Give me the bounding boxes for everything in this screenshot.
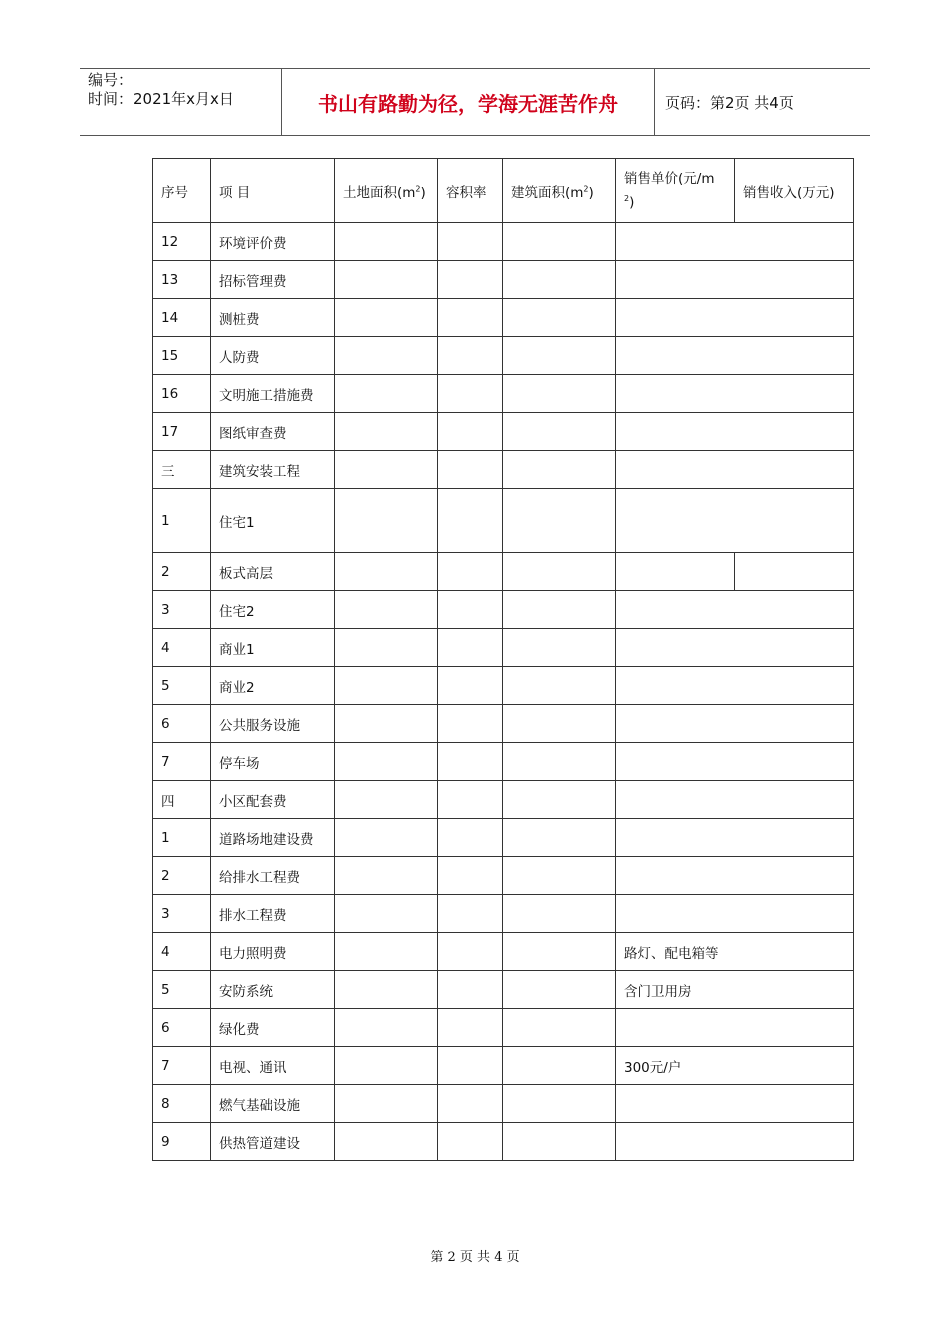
header-motto: 书山有路勤为径，学海无涯苦作舟: [282, 69, 655, 135]
row-land-area: [335, 743, 438, 781]
row-far: [438, 781, 503, 819]
row-seq: 12: [153, 223, 211, 261]
header-meta: [80, 69, 282, 135]
table-row: [153, 743, 854, 781]
row-far: [438, 629, 503, 667]
row-item: 图纸审查费: [211, 413, 335, 451]
row-seq: 6: [153, 1009, 211, 1047]
row-item: 测桩费: [211, 299, 335, 337]
row-far: [438, 223, 503, 261]
row-note: [616, 819, 854, 857]
header-item: 项 目: [211, 159, 335, 223]
table-row: [153, 1047, 854, 1085]
row-seq: 1: [153, 819, 211, 857]
row-far: [438, 1085, 503, 1123]
row-item: 商业1: [211, 629, 335, 667]
row-item: 环境评价费: [211, 223, 335, 261]
row-note: [616, 451, 854, 489]
row-build-area: [503, 667, 616, 705]
row-seq: 4: [153, 933, 211, 971]
row-build-area: [503, 819, 616, 857]
row-far: [438, 489, 503, 553]
row-build-area: [503, 451, 616, 489]
row-land-area: [335, 489, 438, 553]
row-item: 商业2: [211, 667, 335, 705]
row-far: [438, 1047, 503, 1085]
row-note: [616, 629, 854, 667]
row-land-area: [335, 553, 438, 591]
row-build-area: [503, 857, 616, 895]
row-land-area: [335, 857, 438, 895]
row-note: [616, 413, 854, 451]
row-note: 300元/户: [616, 1047, 854, 1085]
table-row: [153, 451, 854, 489]
table-row: [153, 299, 854, 337]
row-build-area: [503, 413, 616, 451]
row-note: [616, 857, 854, 895]
row-item: 人防费: [211, 337, 335, 375]
row-item: 排水工程费: [211, 895, 335, 933]
row-note: [616, 337, 854, 375]
row-seq: 15: [153, 337, 211, 375]
row-item: 绿化费: [211, 1009, 335, 1047]
header-revenue: 销售收入(万元): [735, 159, 854, 223]
table-row: [153, 781, 854, 819]
row-land-area: [335, 413, 438, 451]
row-note: [616, 743, 854, 781]
row-unit-price: [616, 553, 735, 591]
row-seq: 5: [153, 667, 211, 705]
row-seq: 9: [153, 1123, 211, 1161]
row-note: [616, 781, 854, 819]
row-item: 建筑安装工程: [211, 451, 335, 489]
row-note: [616, 591, 854, 629]
header-unit-price: 销售单价(元/m $^2$): [616, 159, 735, 223]
row-build-area: [503, 1047, 616, 1085]
row-note: [616, 261, 854, 299]
table-row: [153, 591, 854, 629]
row-far: [438, 705, 503, 743]
row-far: [438, 299, 503, 337]
header-build-area: 建筑面积$(m^2)$: [503, 159, 616, 223]
row-seq: 6: [153, 705, 211, 743]
row-land-area: [335, 375, 438, 413]
row-note: [616, 375, 854, 413]
row-item: 电力照明费: [211, 933, 335, 971]
row-land-area: [335, 223, 438, 261]
row-far: [438, 337, 503, 375]
row-build-area: [503, 261, 616, 299]
row-seq: 5: [153, 971, 211, 1009]
row-note: [616, 895, 854, 933]
table-row: [153, 933, 854, 971]
header-far: 容积率: [438, 159, 503, 223]
row-note: [616, 223, 854, 261]
row-item: 停车场: [211, 743, 335, 781]
row-far: [438, 413, 503, 451]
row-land-area: [335, 1009, 438, 1047]
row-build-area: [503, 743, 616, 781]
row-land-area: [335, 337, 438, 375]
table-row: [153, 819, 854, 857]
row-build-area: [503, 489, 616, 553]
row-far: [438, 743, 503, 781]
table-row: [153, 1009, 854, 1047]
row-build-area: [503, 705, 616, 743]
row-far: [438, 933, 503, 971]
row-far: [438, 591, 503, 629]
row-build-area: [503, 591, 616, 629]
row-item: 给排水工程费: [211, 857, 335, 895]
row-item: 文明施工措施费: [211, 375, 335, 413]
row-note: [616, 1085, 854, 1123]
row-land-area: [335, 781, 438, 819]
row-land-area: [335, 1123, 438, 1161]
row-seq: 四: [153, 781, 211, 819]
row-land-area: [335, 261, 438, 299]
page-header: [80, 68, 870, 136]
doc-number-label: 编号：: [88, 71, 134, 89]
table-row: [153, 553, 854, 591]
row-far: [438, 667, 503, 705]
table-row: [153, 705, 854, 743]
row-far: [438, 857, 503, 895]
table-row: [153, 1123, 854, 1161]
row-seq: 3: [153, 895, 211, 933]
row-seq: 4: [153, 629, 211, 667]
row-land-area: [335, 629, 438, 667]
cost-table: [152, 158, 854, 1161]
row-land-area: [335, 971, 438, 1009]
row-build-area: [503, 1085, 616, 1123]
row-note: [616, 705, 854, 743]
row-land-area: [335, 705, 438, 743]
row-build-area: [503, 223, 616, 261]
row-seq: 13: [153, 261, 211, 299]
table-row: [153, 261, 854, 299]
row-build-area: [503, 629, 616, 667]
row-build-area: [503, 375, 616, 413]
row-item: 板式高层: [211, 553, 335, 591]
table-row: [153, 223, 854, 261]
header-land-area: 土地面积$(m^2)$: [335, 159, 438, 223]
table-row: [153, 413, 854, 451]
doc-time-label: 时间：2021年x月x日: [88, 90, 234, 108]
row-seq: 2: [153, 857, 211, 895]
row-build-area: [503, 933, 616, 971]
row-note: [616, 1009, 854, 1047]
table-row: [153, 337, 854, 375]
row-note: [616, 299, 854, 337]
table-row: [153, 489, 854, 553]
row-seq: 8: [153, 1085, 211, 1123]
row-note: [616, 667, 854, 705]
table-row: [153, 667, 854, 705]
row-item: 住宅2: [211, 591, 335, 629]
row-land-area: [335, 299, 438, 337]
row-build-area: [503, 553, 616, 591]
row-land-area: [335, 667, 438, 705]
row-far: [438, 1009, 503, 1047]
row-far: [438, 375, 503, 413]
page-footer: 第 2 页 共 4 页: [430, 1250, 520, 1265]
row-land-area: [335, 591, 438, 629]
row-item: 住宅1: [211, 489, 335, 553]
table-row: [153, 971, 854, 1009]
row-far: [438, 971, 503, 1009]
row-item: 道路场地建设费: [211, 819, 335, 857]
row-build-area: [503, 1009, 616, 1047]
row-far: [438, 895, 503, 933]
row-seq: 17: [153, 413, 211, 451]
row-item: 公共服务设施: [211, 705, 335, 743]
table-row: [153, 629, 854, 667]
table-header-row: [153, 159, 854, 223]
row-note: 含门卫用房: [616, 971, 854, 1009]
row-item: 燃气基础设施: [211, 1085, 335, 1123]
table-row: [153, 1085, 854, 1123]
row-far: [438, 553, 503, 591]
row-seq: 1: [153, 489, 211, 553]
row-build-area: [503, 781, 616, 819]
row-item: 招标管理费: [211, 261, 335, 299]
header-page-info: 页码：第2页 共4页: [665, 93, 794, 112]
row-item: 安防系统: [211, 971, 335, 1009]
row-land-area: [335, 1085, 438, 1123]
row-item: 供热管道建设: [211, 1123, 335, 1161]
row-far: [438, 451, 503, 489]
row-land-area: [335, 933, 438, 971]
row-seq: 7: [153, 1047, 211, 1085]
row-far: [438, 1123, 503, 1161]
row-land-area: [335, 819, 438, 857]
row-seq: 3: [153, 591, 211, 629]
row-note: [616, 1123, 854, 1161]
row-build-area: [503, 1123, 616, 1161]
table-row: [153, 895, 854, 933]
row-land-area: [335, 895, 438, 933]
row-note: 路灯、配电箱等: [616, 933, 854, 971]
row-item: 小区配套费: [211, 781, 335, 819]
row-land-area: [335, 1047, 438, 1085]
table-row: [153, 375, 854, 413]
row-seq: 2: [153, 553, 211, 591]
row-far: [438, 261, 503, 299]
row-land-area: [335, 451, 438, 489]
row-seq: 16: [153, 375, 211, 413]
table-row: [153, 857, 854, 895]
row-seq: 7: [153, 743, 211, 781]
row-item: 电视、通讯: [211, 1047, 335, 1085]
row-revenue: [735, 553, 854, 591]
row-far: [438, 819, 503, 857]
row-build-area: [503, 299, 616, 337]
row-build-area: [503, 971, 616, 1009]
row-note: [616, 489, 854, 553]
header-seq: 序号: [153, 159, 211, 223]
row-seq: 14: [153, 299, 211, 337]
row-build-area: [503, 895, 616, 933]
row-seq: 三: [153, 451, 211, 489]
row-build-area: [503, 337, 616, 375]
